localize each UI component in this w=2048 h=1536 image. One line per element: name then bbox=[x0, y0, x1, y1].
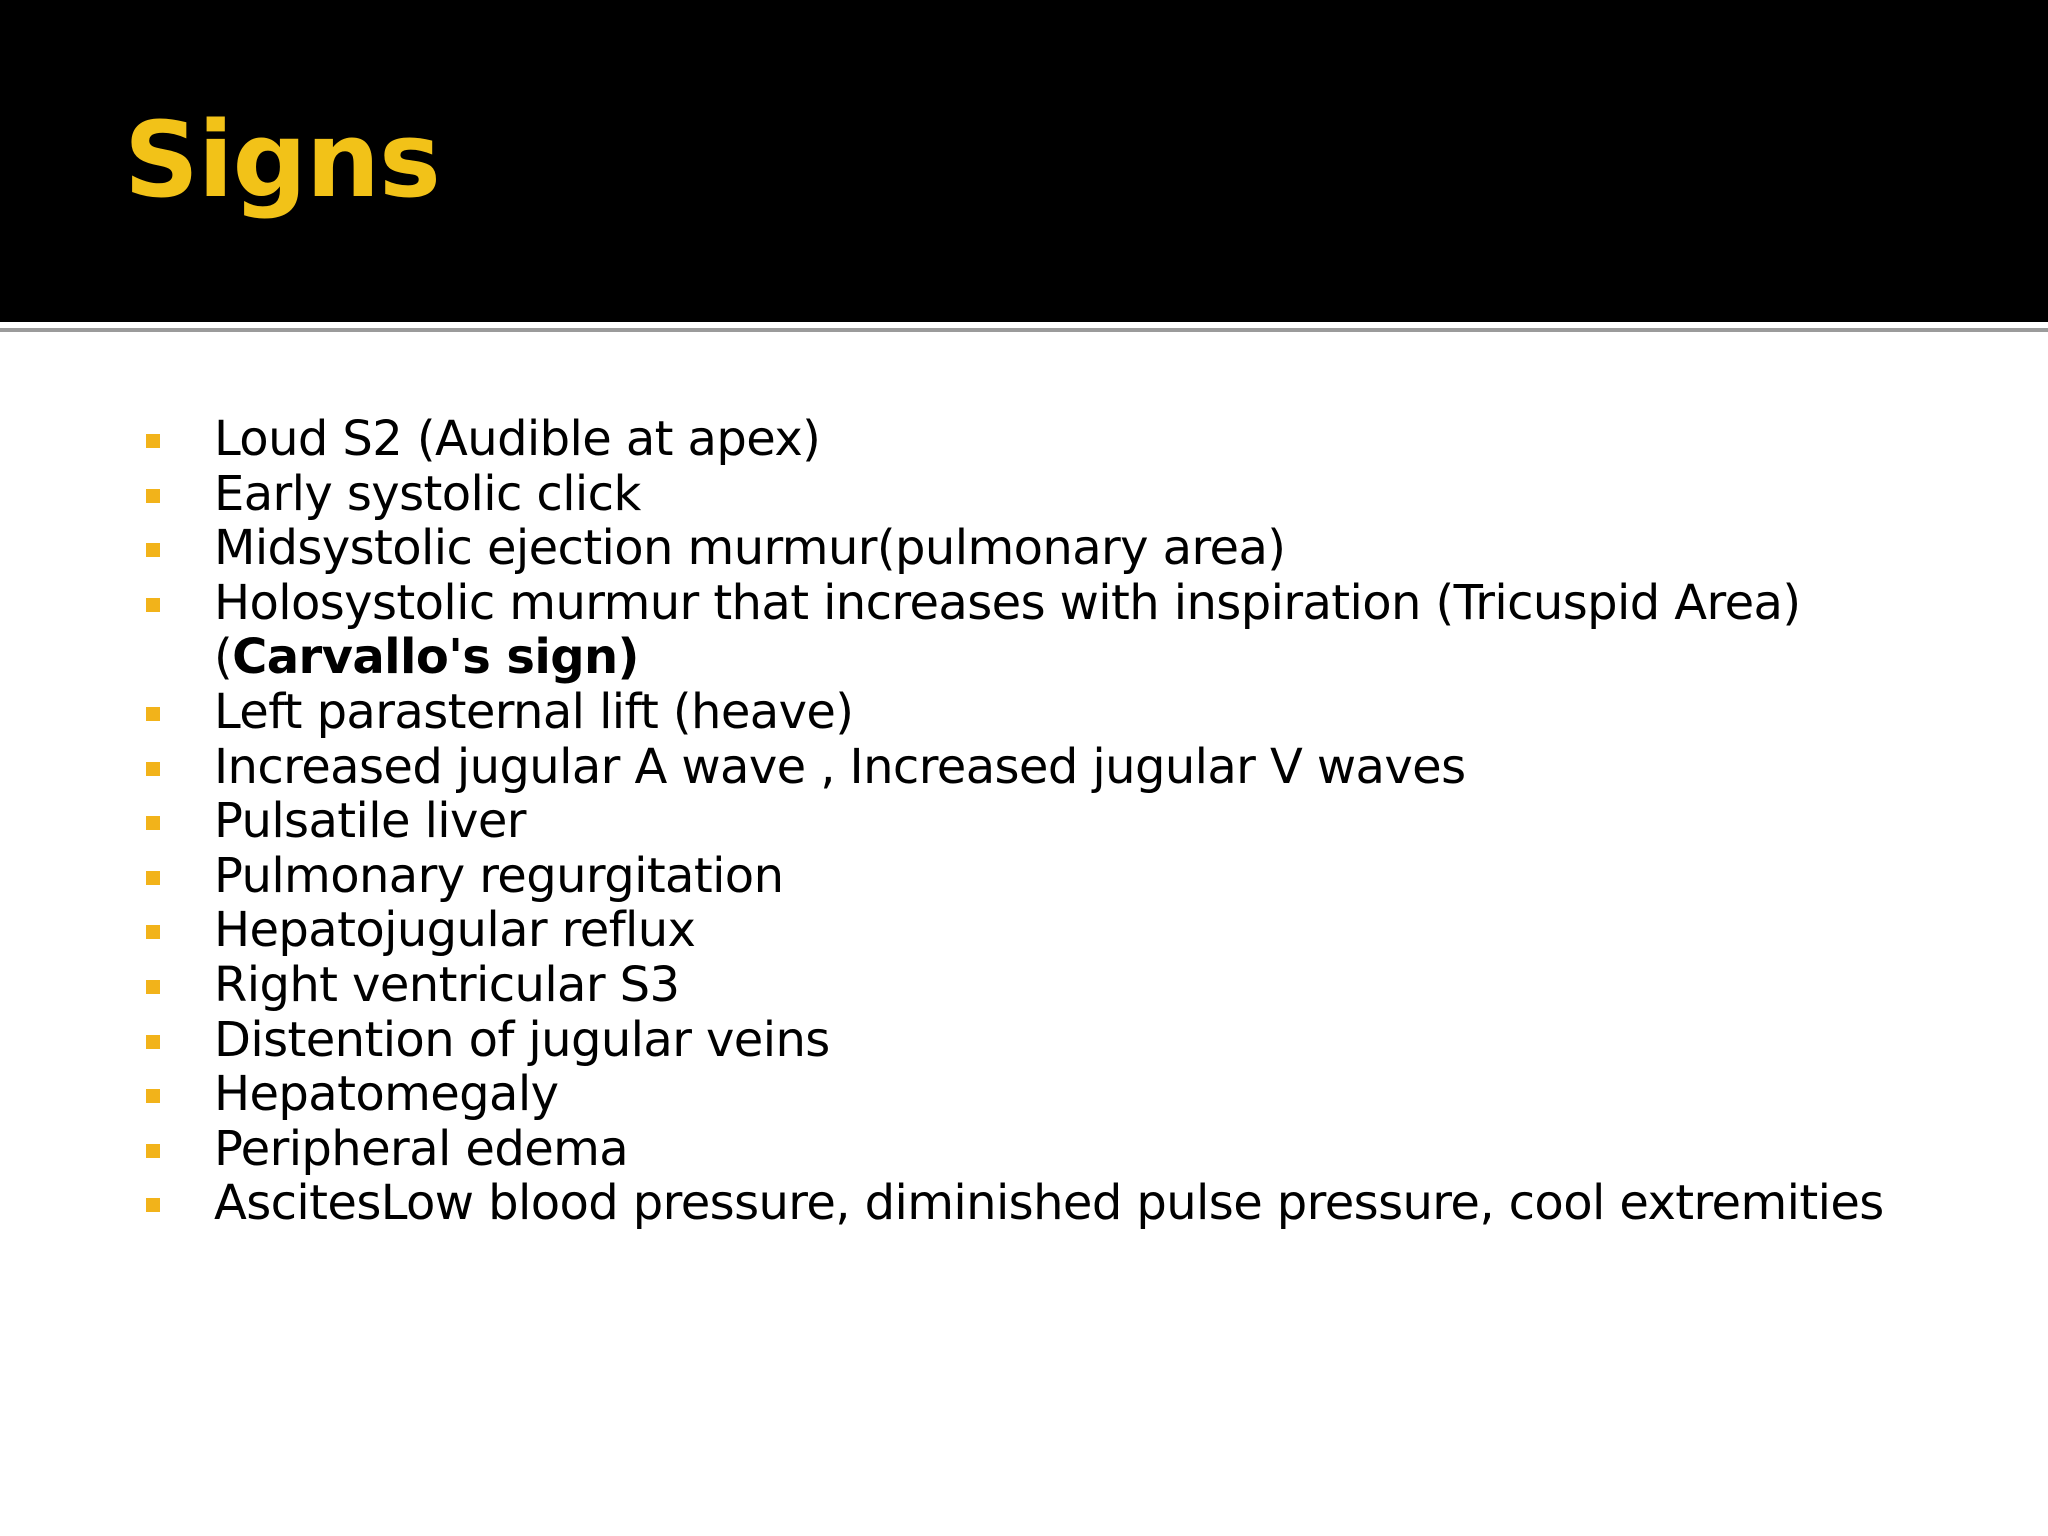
list-item-text: Loud S2 (Audible at apex) bbox=[214, 411, 821, 467]
list-item-text: Pulmonary regurgitation bbox=[214, 847, 784, 904]
bullet-list bbox=[140, 412, 2000, 1231]
list-item-text: Left parasternal lift (heave) bbox=[214, 683, 854, 740]
square-bullet-icon bbox=[146, 925, 160, 939]
list-item-text: Distention of jugular veins bbox=[214, 1011, 830, 1068]
square-bullet-icon bbox=[146, 1144, 160, 1158]
list-item-text: AscitesLow blood pressure, diminished pulse pressure, cool extremities bbox=[214, 1175, 1884, 1232]
square-bullet-icon bbox=[146, 1089, 160, 1103]
list-item-text: Early systolic click bbox=[214, 465, 641, 522]
list-item-text: Hepatomegaly bbox=[214, 1066, 559, 1123]
list-item bbox=[140, 1122, 2000, 1177]
list-item bbox=[140, 576, 2000, 685]
square-bullet-icon bbox=[146, 980, 160, 994]
square-bullet-icon bbox=[146, 598, 160, 612]
square-bullet-icon bbox=[146, 1035, 160, 1049]
list-item-text: Hepatojugular reflux bbox=[214, 902, 696, 959]
title-divider bbox=[0, 328, 2048, 332]
list-item bbox=[140, 903, 2000, 958]
square-bullet-icon bbox=[146, 707, 160, 721]
list-item-text: Increased jugular A wave , Increased jugular V waves bbox=[214, 738, 1466, 795]
list-item bbox=[140, 958, 2000, 1013]
title-bar bbox=[0, 0, 2048, 322]
list-item bbox=[140, 521, 2000, 576]
list-item bbox=[140, 467, 2000, 522]
list-item bbox=[140, 1067, 2000, 1122]
list-item-text: Peripheral edema bbox=[214, 1120, 629, 1177]
list-item bbox=[140, 412, 2000, 467]
list-item bbox=[140, 740, 2000, 795]
square-bullet-icon bbox=[146, 762, 160, 776]
list-item-bold-text: Carvallo's sign) bbox=[232, 629, 639, 686]
list-item-text: Midsystolic ejection murmur(pulmonary area) bbox=[214, 520, 1286, 577]
square-bullet-icon bbox=[146, 816, 160, 830]
list-item bbox=[140, 794, 2000, 849]
list-item-text: Right ventricular S3 bbox=[214, 956, 680, 1013]
slide-title: Signs bbox=[124, 99, 440, 221]
square-bullet-icon bbox=[146, 543, 160, 557]
square-bullet-icon bbox=[146, 434, 160, 448]
list-item bbox=[140, 849, 2000, 904]
list-item bbox=[140, 1176, 2000, 1231]
list-item-text: Pulsatile liver bbox=[214, 793, 526, 850]
list-item-text: Holosystolic murmur that increases with inspiration (Tricuspid Area)( bbox=[214, 574, 1801, 686]
square-bullet-icon bbox=[146, 1198, 160, 1212]
list-item bbox=[140, 1013, 2000, 1068]
square-bullet-icon bbox=[146, 489, 160, 503]
list-item bbox=[140, 685, 2000, 740]
square-bullet-icon bbox=[146, 871, 160, 885]
